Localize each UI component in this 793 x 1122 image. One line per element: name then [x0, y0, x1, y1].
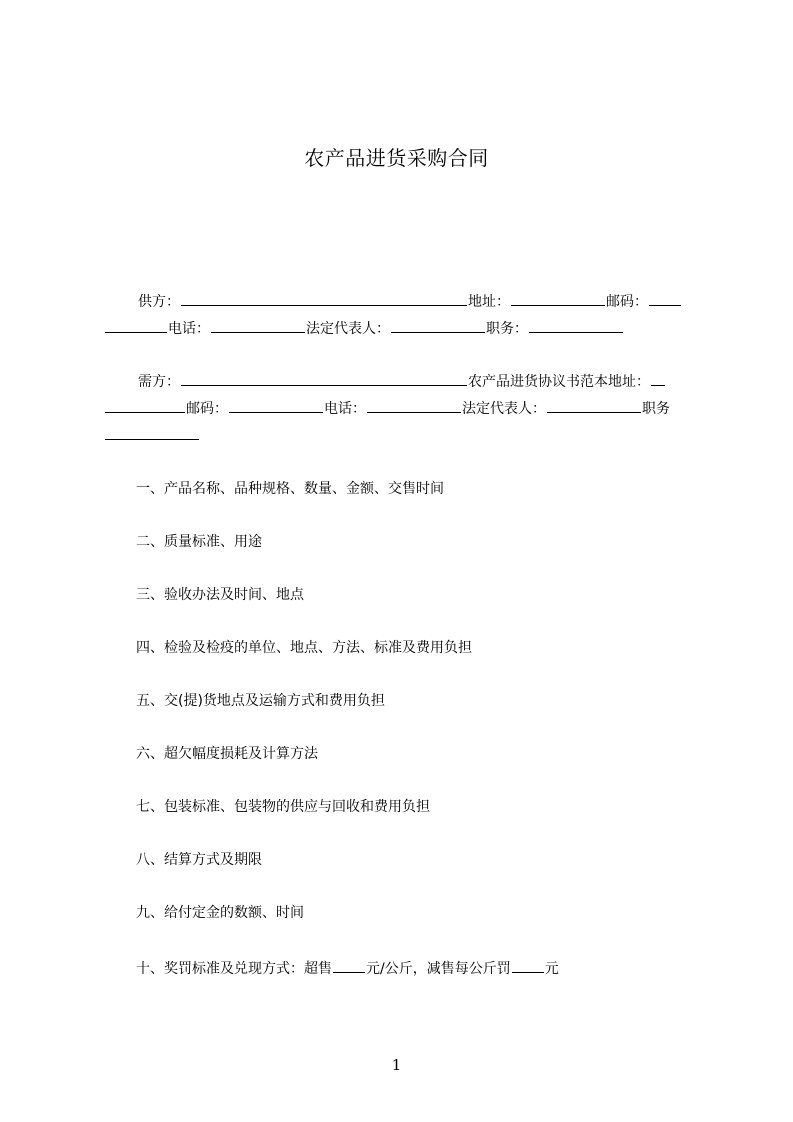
buyer-address-blank-cont: [105, 399, 185, 413]
buyer-legal-rep-label: 法定代表人：: [462, 401, 546, 417]
buyer-phone-label: 电话：: [324, 401, 366, 417]
supplier-position-label: 职务：: [486, 321, 528, 337]
buyer-position-blank: [105, 426, 199, 440]
supplier-position-blank: [529, 319, 623, 333]
section-1: 一、产品名称、品种规格、数量、金额、交售时间: [136, 481, 444, 497]
section-3: 三、验收办法及时间、地点: [136, 587, 304, 603]
section-2: 二、质量标准、用途: [136, 534, 262, 550]
buyer-postcode-label: 邮码：: [186, 401, 228, 417]
buyer-legal-rep-blank: [547, 399, 641, 413]
section-4: 四、检验及检疫的单位、地点、方法、标准及费用负担: [136, 640, 472, 656]
section-7: 七、包装标准、包装物的供应与回收和费用负担: [136, 799, 430, 815]
supplier-label: 供方：: [138, 294, 180, 310]
supplier-line-2: [104, 319, 624, 338]
oversell-reward-blank: [333, 959, 365, 973]
section-6: 六、超欠幅度损耗及计算方法: [136, 746, 318, 762]
buyer-postcode-blank: [229, 399, 323, 413]
section-10-suffix: 元: [544, 961, 559, 977]
section-10-prefix: 十、奖罚标准及兑现方式：超售: [136, 961, 332, 977]
undersell-penalty-blank: [512, 959, 544, 973]
buyer-address-blank: [651, 372, 665, 386]
supplier-address-label: 地址：: [468, 294, 510, 310]
supplier-phone-label: 电话：: [168, 321, 210, 337]
buyer-name-blank: [181, 372, 467, 386]
document-title: 农产品进货采购合同: [304, 146, 489, 170]
buyer-position-label: 职务: [642, 401, 670, 417]
section-10-middle: 元/公斤，减售每公斤罚: [366, 961, 511, 977]
supplier-postcode-label: 邮码：: [606, 294, 648, 310]
page-number: 1: [391, 1056, 402, 1074]
supplier-phone-blank: [211, 319, 305, 333]
buyer-line-1: [138, 372, 666, 391]
supplier-legal-rep-blank: [391, 319, 485, 333]
section-9: 九、给付定金的数额、时间: [136, 905, 304, 921]
supplier-address-blank: [511, 292, 605, 306]
section-10: [136, 959, 559, 978]
section-5: 五、交(提)货地点及运输方式和费用负担: [136, 693, 385, 709]
buyer-label: 需方：: [138, 374, 180, 390]
supplier-postcode-blank-cont: [105, 319, 167, 333]
supplier-legal-rep-label: 法定代表人：: [306, 321, 390, 337]
buyer-line-3: [104, 426, 200, 445]
supplier-postcode-blank: [649, 292, 681, 306]
supplier-line-1: [138, 292, 682, 311]
section-8: 八、结算方式及期限: [136, 852, 262, 868]
buyer-line-2: [104, 399, 670, 418]
buyer-address-label: 农产品进货协议书范本地址：: [468, 374, 650, 390]
buyer-phone-blank: [367, 399, 461, 413]
supplier-name-blank: [181, 292, 467, 306]
